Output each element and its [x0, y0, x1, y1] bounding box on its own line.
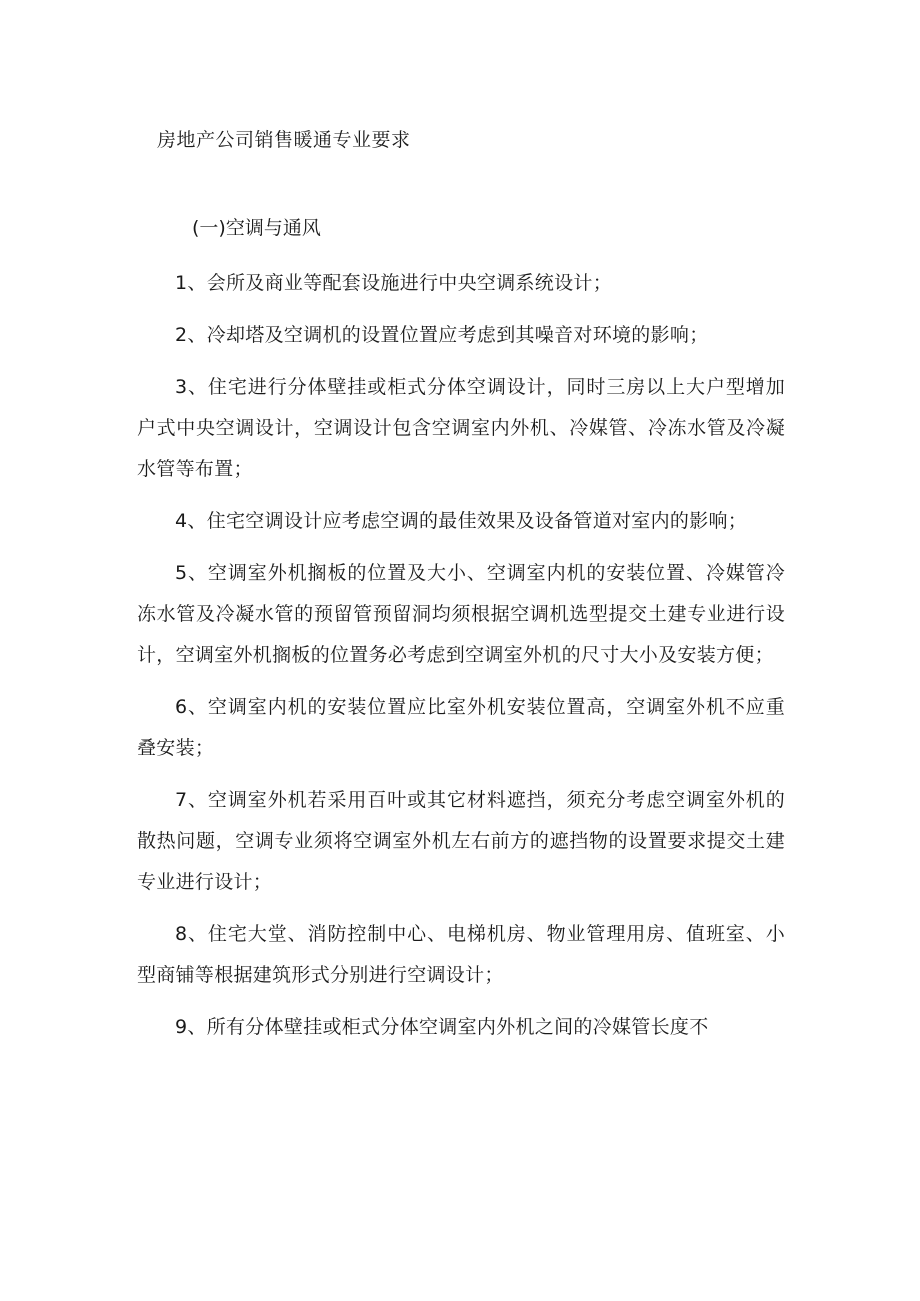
section-heading: (一)空调与通风: [192, 217, 321, 239]
requirement-list: [137, 263, 785, 1048]
list-item: 2、冷却塔及空调机的设置位置应考虑到其噪音对环境的影响；: [175, 324, 709, 346]
document-title: 房地产公司销售暖通专业要求: [157, 129, 411, 151]
list-item: 7、空调室外机若采用百叶或其它材料遮挡，须充分考虑空调室外机的散热问题，空调专业须将空调室外机左右前方的遮挡物的设置要求提交土建专业进行设计；: [137, 789, 785, 893]
list-item: 6、空调室内机的安装位置应比室外机安装位置高，空调室外机不应重叠安装；: [137, 696, 785, 759]
list-item: 5、空调室外机搁板的位置及大小、空调室内机的安装位置、冷媒管冷冻水管及冷凝水管的预留管预留洞均须根据空调机选型提交土建专业进行设计，空调室外机搁板的位置务必考虑到空调室外机的尺寸大小及安装方便；: [137, 562, 785, 666]
list-item: 1、会所及商业等配套设施进行中央空调系统设计；: [175, 272, 612, 294]
list-item: 8、住宅大堂、消防控制中心、电梯机房、物业管理用房、值班室、小型商铺等根据建筑形式分别进行空调设计；: [137, 923, 785, 986]
list-item: 3、住宅进行分体壁挂或柜式分体空调设计，同时三房以上大户型增加户式中央空调设计，空调设计包含空调室内外机、冷媒管、冷冻水管及冷凝水管等布置；: [137, 376, 785, 480]
list-item: 4、住宅空调设计应考虑空调的最佳效果及设备管道对室内的影响；: [175, 510, 748, 532]
list-item: 9、所有分体壁挂或柜式分体空调室内外机之间的冷媒管长度不: [175, 1016, 709, 1038]
